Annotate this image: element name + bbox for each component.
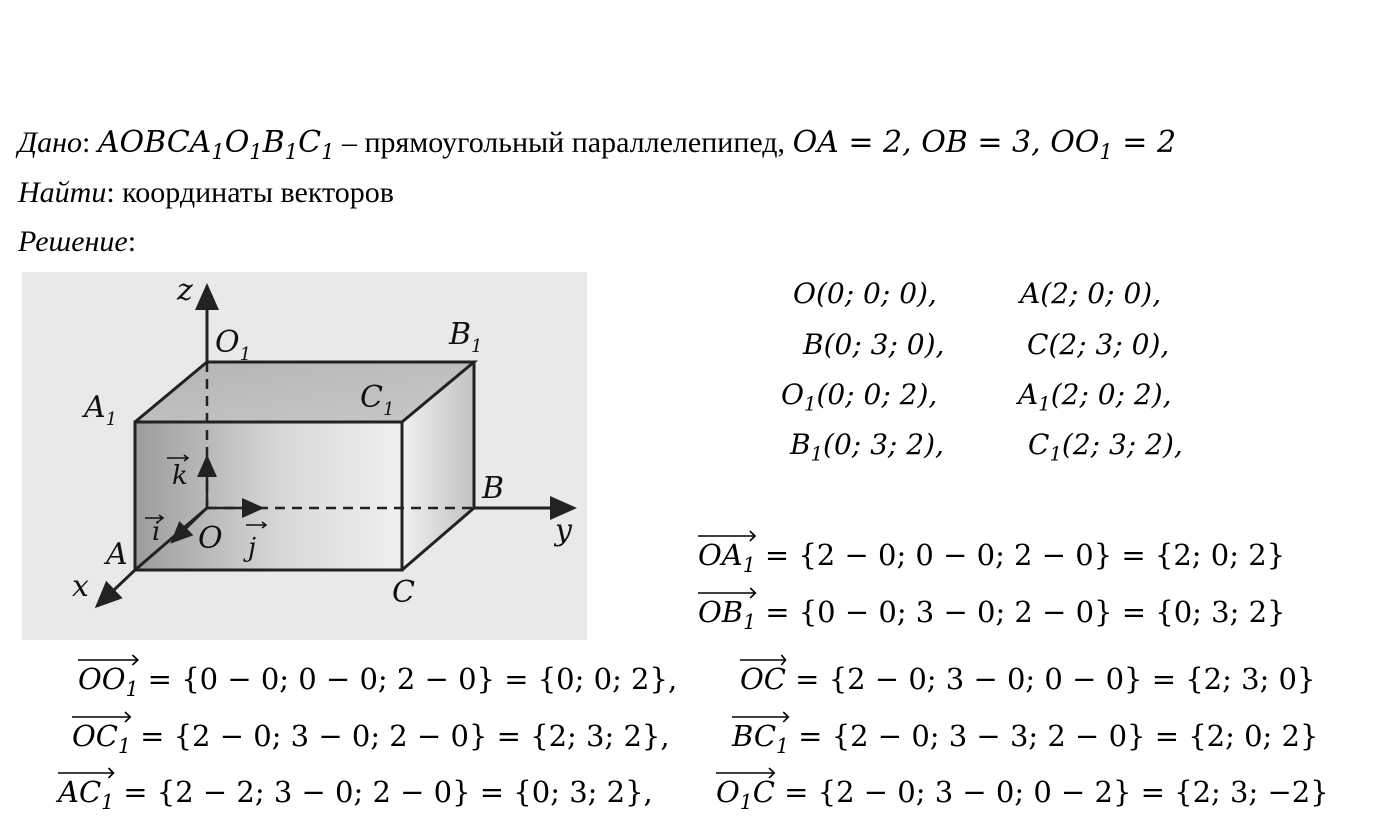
find-line bbox=[18, 176, 394, 210]
solution-line: Решение: bbox=[18, 225, 137, 258]
given-text: – прямоугольный параллелепипед, bbox=[334, 126, 793, 159]
vector-OC: OC = {2 − 0; 3 − 0; 0 − 0} = {2; 3; 0} bbox=[740, 656, 1315, 696]
vector-OB1: $OB_1$ = {0 − 0; 3 − 0; 2 − 0} = {0; 3; 2} bbox=[698, 589, 1286, 634]
label-z: z bbox=[177, 273, 193, 308]
find-label: Найти bbox=[18, 176, 107, 209]
vector-BC1: $BC_1$ = {2 − 0; 3 − 3; 2 − 0} = {2; 0; 2} bbox=[732, 713, 1318, 758]
label-y: y bbox=[555, 513, 572, 548]
point-A1: $A_1(2$; 0; 2), bbox=[1018, 378, 1172, 416]
figure-name: $AOBCA_1O_1B_1C_1$ bbox=[97, 125, 335, 164]
point-A: A(2; 0; 0), bbox=[1020, 277, 1162, 310]
point-O: O(0; 0; 0), bbox=[793, 277, 937, 310]
point-O1: $O_1(0$; 0; 2), bbox=[781, 378, 938, 416]
given-label: Дано bbox=[18, 126, 82, 159]
vector-symbol: $OA_1$ bbox=[698, 532, 756, 577]
vector-symbol: $BC_1$ bbox=[732, 713, 789, 758]
find-text: : координаты векторов bbox=[106, 176, 394, 209]
vector-OA1: $OA_1$ = {2 − 0; 0 − 0; 2 − 0} = {2; 0; 2} bbox=[698, 532, 1285, 577]
vector-symbol: $OC_1$ bbox=[72, 713, 131, 758]
label-B1: $B_1$ bbox=[449, 317, 483, 357]
label-C1: $C_1$ bbox=[360, 380, 395, 420]
vector-symbol: $OB_1$ bbox=[698, 589, 756, 634]
label-O: O bbox=[198, 521, 223, 556]
label-C: C bbox=[392, 575, 415, 610]
label-O1: $O_1$ bbox=[215, 325, 252, 365]
front-face bbox=[135, 422, 402, 570]
given-values: OA = 2, OB = 3, $OO_1 = 2$ bbox=[792, 125, 1177, 164]
vector-OC1: $OC_1$ = {2 − 0; 3 − 0; 2 − 0} = {2; 3; 2}, bbox=[72, 713, 670, 758]
vector-symbol: OC bbox=[740, 656, 786, 696]
label-i: i bbox=[152, 517, 161, 547]
parallelepiped-diagram bbox=[22, 272, 587, 640]
vector-symbol: $OO_1$ bbox=[78, 656, 138, 701]
vector-OO1: $OO_1$ = {0 − 0; 0 − 0; 2 − 0} = {0; 0; 2}, bbox=[78, 656, 677, 701]
vector-symbol: $O_1C$ bbox=[716, 769, 775, 814]
label-A: A bbox=[106, 537, 128, 572]
label-A1: $A_1$ bbox=[84, 390, 118, 430]
label-j: j bbox=[248, 533, 257, 563]
point-C: C(2; 3; 0), bbox=[1027, 328, 1170, 361]
parallelepiped-figure bbox=[22, 272, 587, 640]
point-C1: $C_1(2$; 3; 2), bbox=[1028, 428, 1183, 466]
label-B: B bbox=[482, 471, 505, 506]
label-k: k bbox=[172, 461, 188, 491]
label-x: x bbox=[72, 569, 89, 604]
vector-AC1: $AC_1$ = {2 − 2; 3 − 0; 2 − 0} = {0; 3; 2}, bbox=[58, 769, 653, 814]
vector-symbol: $AC_1$ bbox=[58, 769, 114, 814]
point-B: B(0; 3; 0), bbox=[803, 328, 945, 361]
solution-label: Решение bbox=[18, 225, 128, 258]
point-B1: $B_1(0$; 3; 2), bbox=[790, 428, 944, 466]
given-line: Дано: $AOBCA_1O_1B_1C_1$ – прямоугольный параллелепипед, OA = 2, OB = 3, $OO_1 = 2$ bbox=[18, 125, 1177, 164]
vector-O1C: $O_1C$ = {2 − 0; 3 − 0; 0 − 2} = {2; 3; −2} bbox=[716, 769, 1329, 814]
